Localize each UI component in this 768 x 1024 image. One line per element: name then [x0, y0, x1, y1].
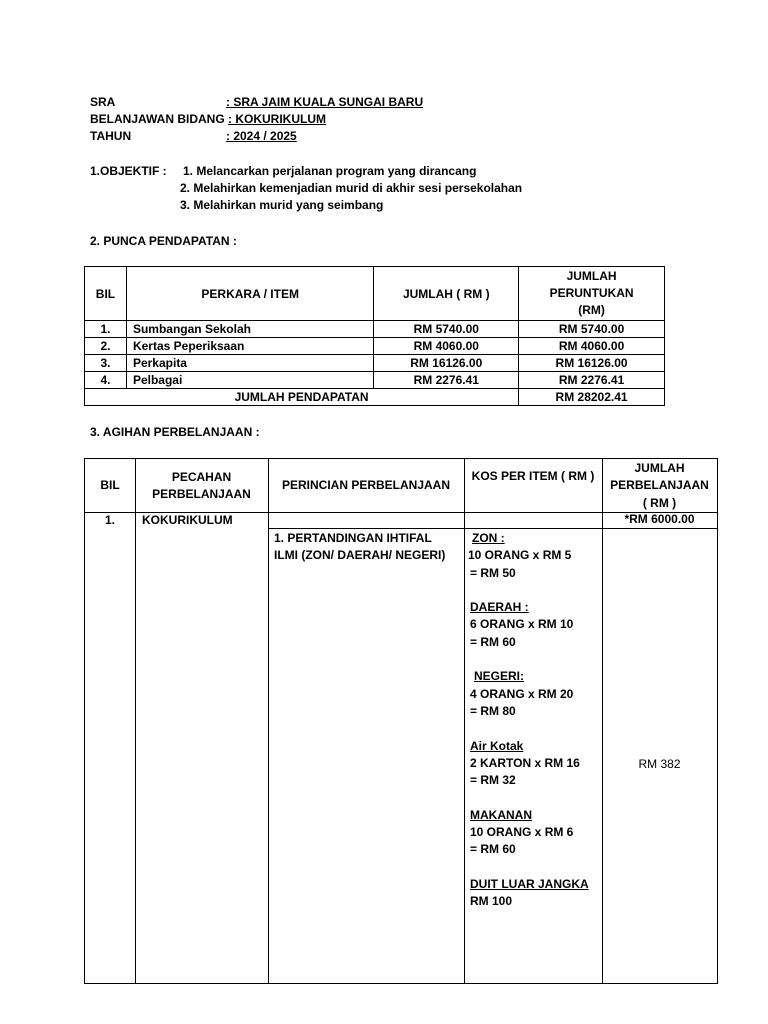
zon-line2: = RM 50	[470, 565, 516, 580]
agihan-row-jumlah-item: RM 382	[638, 757, 681, 771]
agihan-row-perincian: 1. PERTANDINGAN IHTIFAL ILMI (ZON/ DAERAH/ NEGERI)	[274, 531, 446, 563]
bidang-value: : KOKURIKULUM	[228, 112, 327, 126]
daerah-line1: 6 ORANG x RM 10	[470, 617, 574, 632]
duit-label: DUIT LUAR JANGKA	[470, 876, 589, 891]
col-divider	[135, 459, 136, 983]
agihan-row-bil: 1.	[104, 513, 115, 527]
row-peruntukan: RM 5740.00	[519, 321, 665, 338]
agihan-header-pecahan: PECAHAN PERBELANJAAN	[152, 470, 251, 502]
header-peruntukan: JUMLAH PERUNTUKAN (RM)	[519, 267, 665, 321]
pendapatan-table	[84, 266, 665, 406]
row-bil: 1.	[85, 321, 127, 338]
pendapatan-title: 2. PUNCA PENDAPATAN :	[90, 234, 237, 248]
duit-line1: RM 100	[470, 894, 513, 909]
total-row	[85, 389, 665, 406]
kos-breakdown	[468, 530, 589, 911]
daerah-label: DAERAH :	[470, 600, 529, 615]
row-item: Kertas Peperiksaan	[126, 338, 373, 355]
row-jumlah: RM 16126.00	[374, 355, 519, 372]
row-item: Sumbangan Sekolah	[126, 321, 373, 338]
row-jumlah: RM 5740.00	[374, 321, 519, 338]
header-bidang	[90, 111, 326, 128]
row-jumlah: RM 2276.41	[374, 372, 519, 389]
row-bil: 4.	[85, 372, 127, 389]
air-line1: 2 KARTON x RM 16	[470, 755, 580, 770]
agihan-row-pecahan: KOKURIKULUM	[142, 513, 233, 527]
header-bil: BIL	[85, 267, 127, 321]
objektif-item-1: 1. Melancarkan perjalanan program yang dirancang	[183, 164, 477, 178]
air-label: Air Kotak	[470, 738, 524, 753]
total-label: JUMLAH PENDAPATAN	[85, 389, 519, 406]
zon-label: ZON :	[472, 531, 505, 545]
sra-value: : SRA JAIM KUALA SUNGAI BARU	[226, 95, 424, 109]
sra-label: SRA	[90, 95, 116, 109]
agihan-row-jumlah-total: *RM 6000.00	[624, 512, 695, 526]
bidang-label: BELANJAWAN BIDANG	[90, 112, 225, 126]
header-perkara: PERKARA / ITEM	[126, 267, 373, 321]
makanan-label: MAKANAN	[470, 807, 532, 822]
agihan-table	[84, 458, 718, 984]
air-line2: = RM 32	[470, 773, 516, 788]
row-item: Perkapita	[126, 355, 373, 372]
tahun-label: TAHUN	[90, 129, 132, 143]
row-peruntukan: RM 4060.00	[519, 338, 665, 355]
row-bil: 2.	[85, 338, 127, 355]
header-sra	[90, 94, 423, 111]
row-bil: 3.	[85, 355, 127, 372]
agihan-header-bil: BIL	[100, 478, 120, 492]
col-divider	[602, 459, 603, 983]
objektif-label: 1.OBJEKTIF :	[90, 164, 167, 178]
objektif-item-3: 3. Melahirkan murid yang seimbang	[180, 198, 384, 212]
col-divider	[464, 459, 465, 983]
header-jumlah: JUMLAH ( RM )	[374, 267, 519, 321]
objektif-item-2: 2. Melahirkan kemenjadian murid di akhir sesi persekolahan	[180, 181, 523, 195]
negeri-label: NEGERI:	[474, 669, 525, 684]
total-value: RM 28202.41	[519, 389, 665, 406]
negeri-line1: 4 ORANG x RM 20	[470, 686, 574, 701]
agihan-header-kos: KOS PER ITEM ( RM )	[471, 469, 595, 483]
daerah-line2: = RM 60	[470, 634, 516, 649]
makanan-line2: = RM 60	[470, 842, 516, 857]
col-divider	[268, 459, 269, 983]
negeri-line2: = RM 80	[470, 703, 516, 718]
agihan-title: 3. AGIHAN PERBELANJAAN :	[90, 425, 260, 439]
table-row	[85, 338, 665, 355]
header-tahun	[90, 128, 297, 145]
agihan-header-jumlah: JUMLAH PERBELANJAAN ( RM )	[610, 461, 709, 510]
zon-line1: 10 ORANG x RM 5	[468, 548, 572, 563]
tahun-value: : 2024 / 2025	[226, 129, 297, 143]
makanan-line1: 10 ORANG x RM 6	[470, 825, 574, 840]
pendapatan-header-row	[85, 267, 665, 321]
table-row	[85, 372, 665, 389]
row-peruntukan: RM 16126.00	[519, 355, 665, 372]
agihan-header-perincian: PERINCIAN PERBELANJAAN	[281, 478, 451, 492]
row-item: Pelbagai	[126, 372, 373, 389]
table-row	[85, 355, 665, 372]
table-row	[85, 321, 665, 338]
row-peruntukan: RM 2276.41	[519, 372, 665, 389]
row-jumlah: RM 4060.00	[374, 338, 519, 355]
